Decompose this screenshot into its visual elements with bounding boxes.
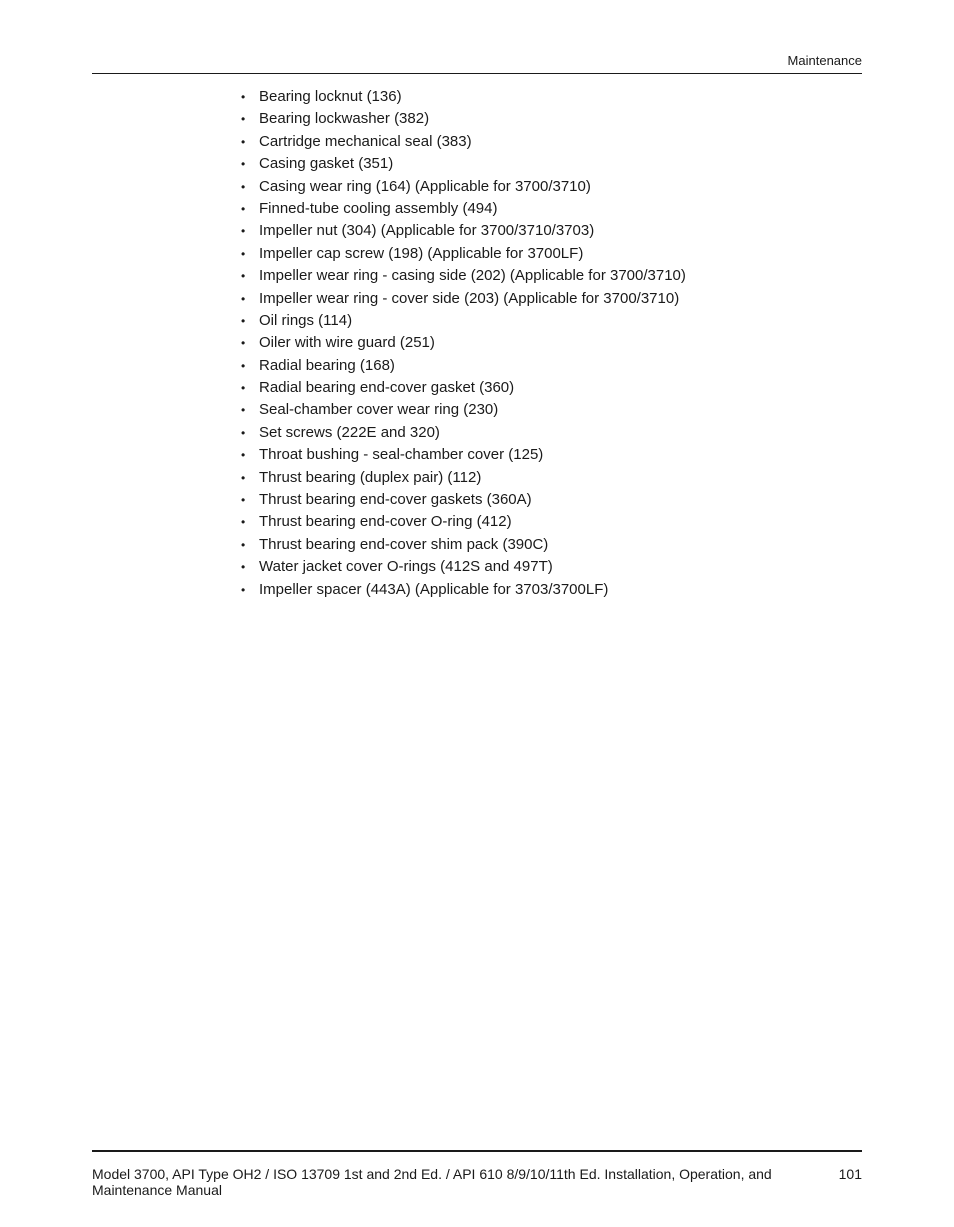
list-item: • Bearing locknut (136): [240, 86, 686, 108]
list-item: • Radial bearing end-cover gasket (360): [240, 377, 686, 399]
list-item: • Seal-chamber cover wear ring (230): [240, 399, 686, 421]
header-divider: [92, 73, 862, 74]
list-item: • Set screws (222E and 320): [240, 422, 686, 444]
list-item: • Throat bushing - seal-chamber cover (125): [240, 444, 686, 466]
spare-parts-list: [240, 86, 686, 601]
page-number: 101: [838, 1166, 862, 1182]
list-item: • Impeller nut (304) (Applicable for 3700/3710/3703): [240, 220, 686, 242]
list-item: • Casing gasket (351): [240, 153, 686, 175]
list-item: • Impeller spacer (443A) (Applicable for 3703/3700LF): [240, 579, 686, 601]
list-item: • Finned-tube cooling assembly (494): [240, 198, 686, 220]
footer-document-title: Model 3700, API Type OH2 / ISO 13709 1st and 2nd Ed. / API 610 8/9/10/11th Ed. Installation, Operation, and Maintenance Manual: [92, 1166, 772, 1198]
list-item: • Thrust bearing end-cover gaskets (360A): [240, 489, 686, 511]
footer-divider: [92, 1150, 862, 1152]
list-item: • Oil rings (114): [240, 310, 686, 332]
running-header-section: Maintenance: [787, 53, 862, 68]
list-item: • Thrust bearing end-cover O-ring (412): [240, 511, 686, 533]
list-item: • Impeller wear ring - cover side (203) (Applicable for 3700/3710): [240, 288, 686, 310]
list-item: • Radial bearing (168): [240, 355, 686, 377]
list-item: • Bearing lockwasher (382): [240, 108, 686, 130]
list-item: • Oiler with wire guard (251): [240, 332, 686, 354]
list-item: • Thrust bearing end-cover shim pack (390C): [240, 534, 686, 556]
list-item: • Water jacket cover O-rings (412S and 497T): [240, 556, 686, 578]
list-item: • Cartridge mechanical seal (383): [240, 131, 686, 153]
list-item: • Thrust bearing (duplex pair) (112): [240, 467, 686, 489]
list-item: • Impeller cap screw (198) (Applicable for 3700LF): [240, 243, 686, 265]
list-item: • Impeller wear ring - casing side (202) (Applicable for 3700/3710): [240, 265, 686, 287]
list-item: • Casing wear ring (164) (Applicable for 3700/3710): [240, 176, 686, 198]
